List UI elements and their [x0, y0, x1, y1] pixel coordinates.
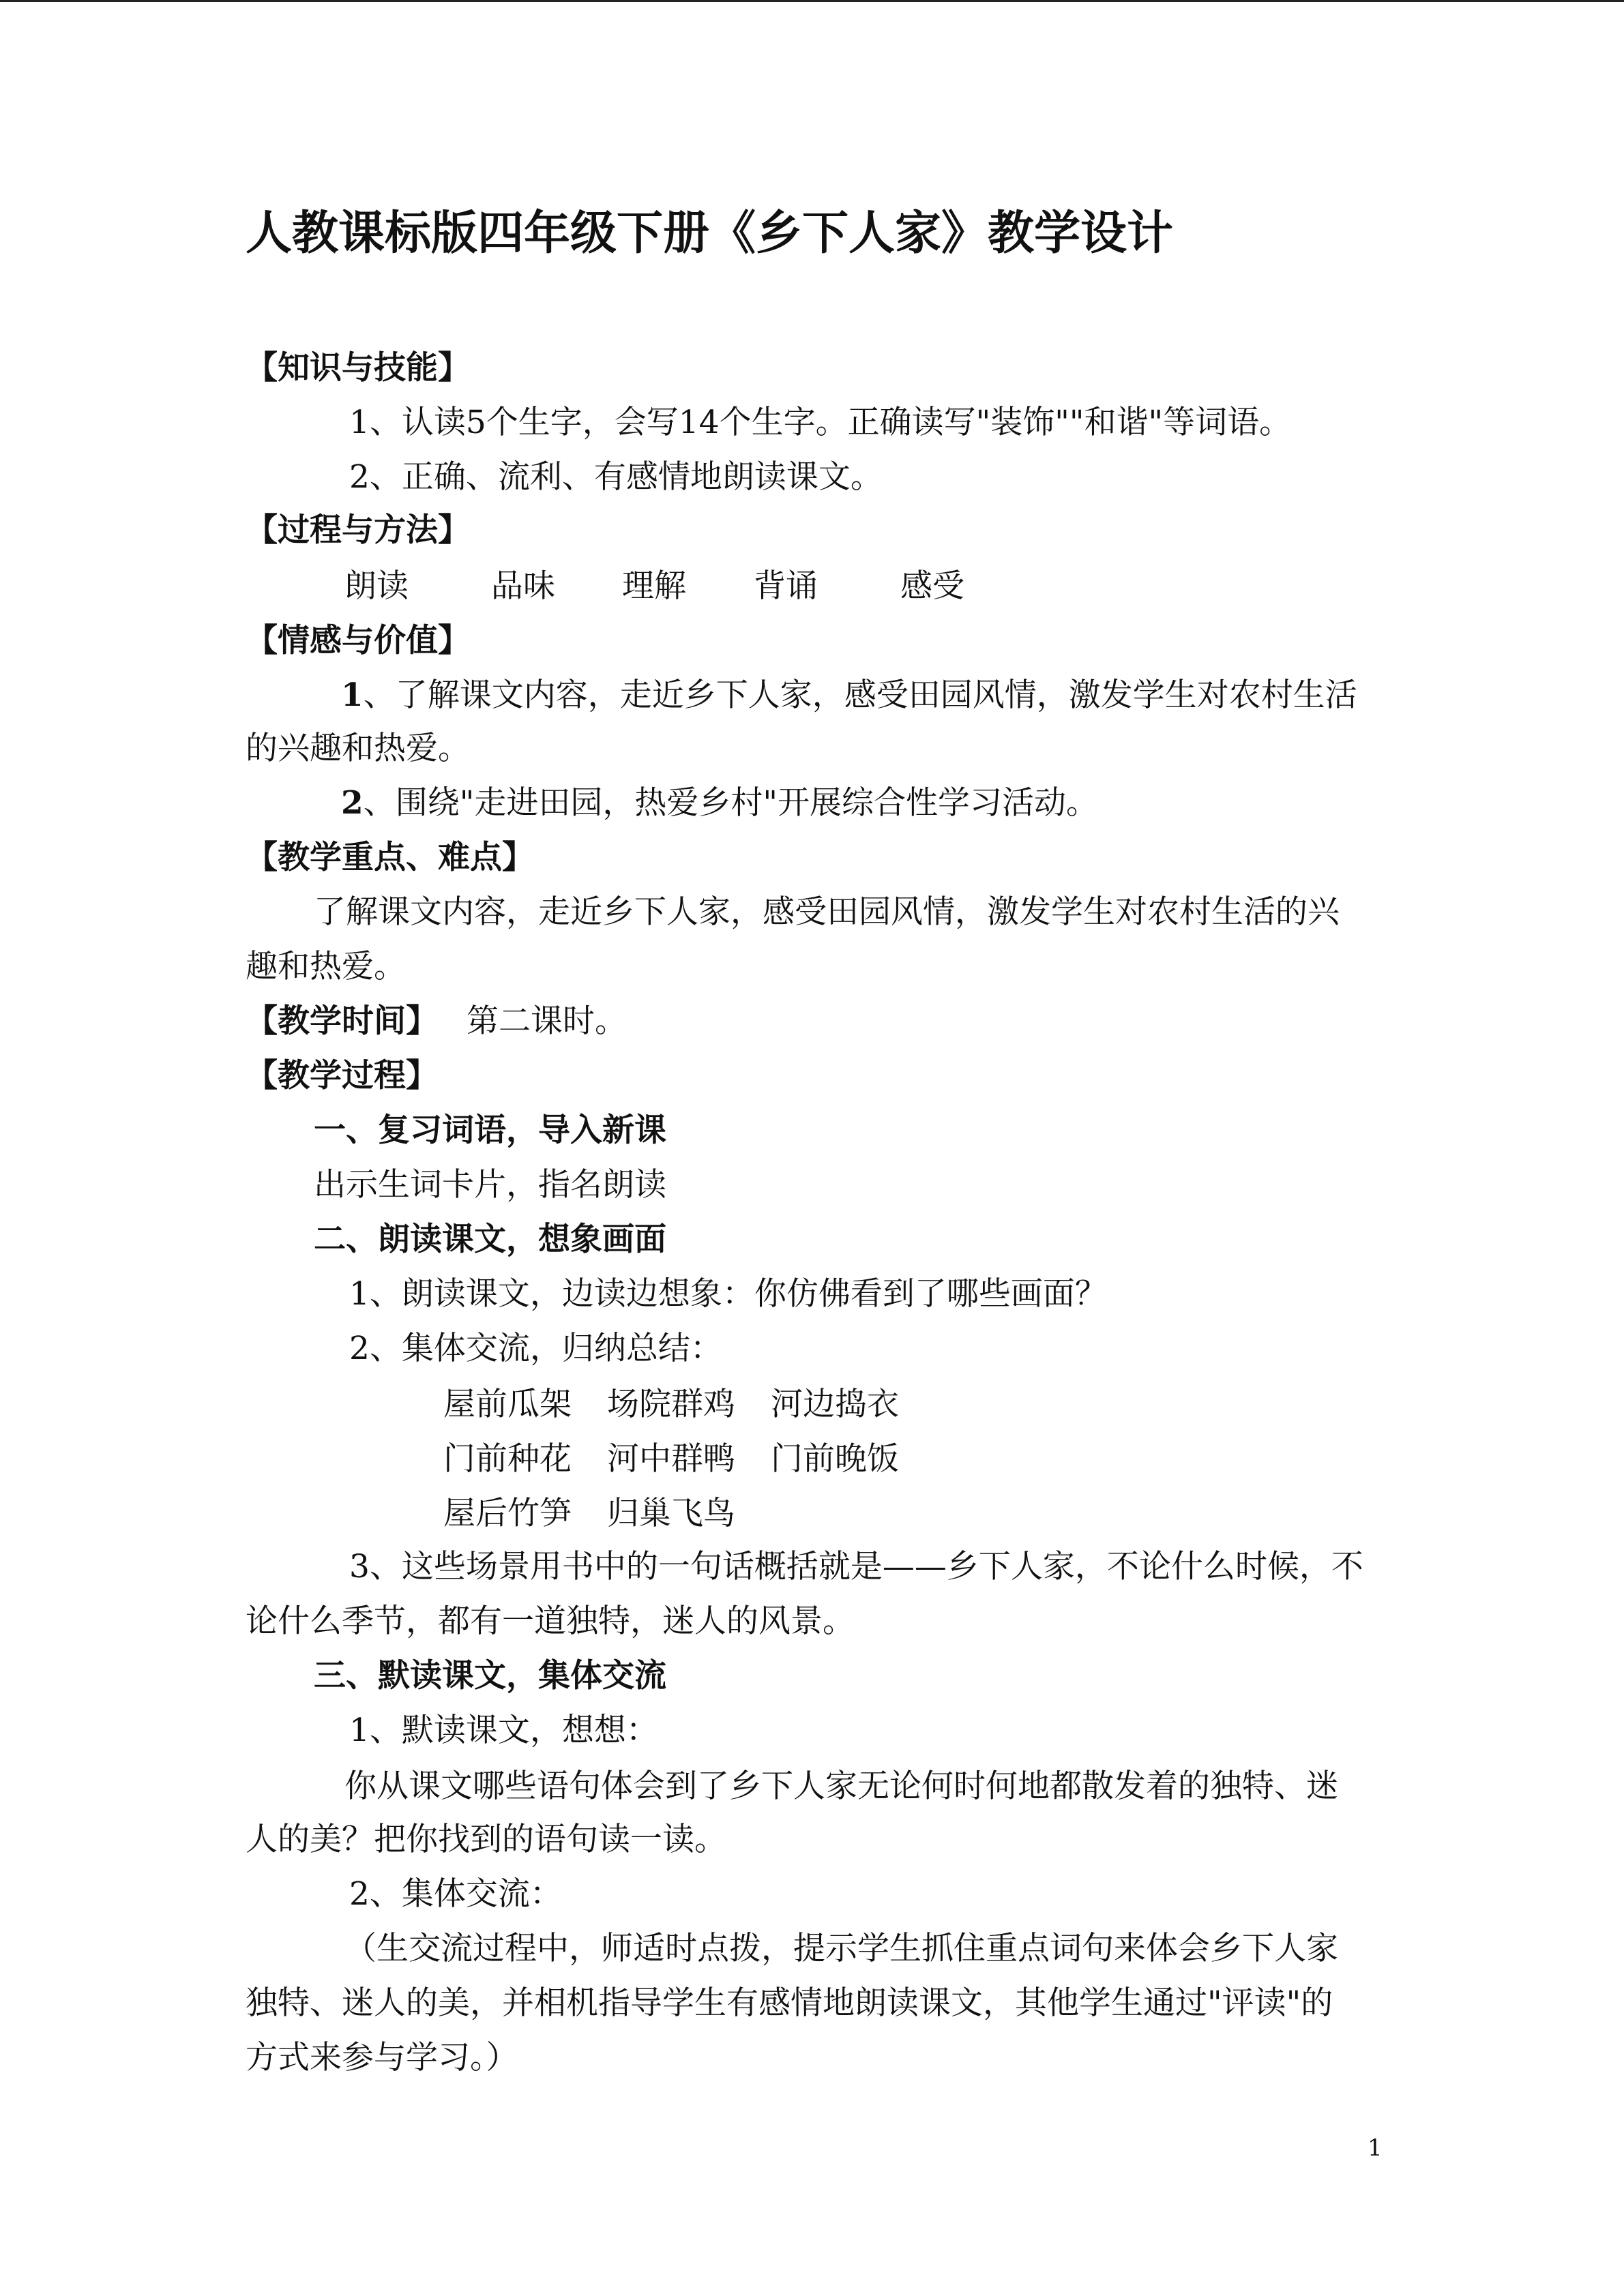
step-3-item-2: 2、集体交流： — [349, 1875, 562, 1913]
scene-4: 门前种花 — [443, 1440, 572, 1478]
step-3-text-line-1: 你从课文哪些语句体会到了乡下人家无论何时何地都散发着的独特、迷 — [344, 1768, 1338, 1805]
heading-focus: 【教学重点、难点】 — [246, 839, 534, 876]
scene-5: 河中群鸭 — [607, 1440, 735, 1478]
time-value: 第二课时。 — [467, 1002, 627, 1040]
method-2: 品味 — [491, 567, 555, 605]
heading-time: 【教学时间】 — [246, 1002, 438, 1040]
knowledge-item-2: 2、正确、流利、有感情地朗读课文。 — [349, 458, 883, 496]
emotion-item-2-number: 2 — [341, 784, 364, 822]
step-2-item-1: 1、朗读课文，边读边想象：你仿佛看到了哪些画面？ — [349, 1275, 1107, 1313]
scene-2: 场院群鸡 — [607, 1386, 735, 1423]
scene-1: 屋前瓜架 — [443, 1386, 572, 1423]
heading-knowledge: 【知识与技能】 — [246, 349, 470, 387]
scene-3: 河边捣衣 — [771, 1386, 899, 1423]
emotion-item-1-number: 1 — [341, 676, 364, 714]
method-5: 感受 — [900, 567, 964, 605]
focus-line-2: 趣和热爱。 — [246, 948, 406, 985]
page-title: 人教课标版四年级下册《乡下人家》教学设计 — [246, 206, 1174, 260]
step-2-item-2: 2、集体交流，归纳总结： — [349, 1330, 722, 1367]
scene-7: 屋后竹笋 — [443, 1495, 572, 1532]
emotion-item-2-text: 、围绕"走进田园，热爱乡村"开展综合性学习活动。 — [363, 784, 1098, 822]
emotion-item-1-line-2: 的兴趣和热爱。 — [246, 730, 470, 767]
method-3: 理解 — [622, 567, 686, 605]
method-1: 朗读 — [344, 567, 409, 605]
page-number: 1 — [1368, 2134, 1383, 2162]
step-3-text-line-2: 人的美？把你找到的语句读一读。 — [246, 1821, 726, 1858]
step-3-note-line-2: 独特、迷人的美，并相机指导学生有感情地朗读课文，其他学生通过"评读"的 — [246, 1984, 1333, 2022]
step-2-item-3-line-1: 3、这些场景用书中的一句话概括就是——乡下人家，不论什么时候，不 — [349, 1548, 1363, 1585]
step-3-note-line-1: （生交流过程中，师适时点拨，提示学生抓住重点词句来体会乡下人家 — [344, 1930, 1338, 1967]
step-3-note-line-3: 方式来参与学习。） — [246, 2039, 518, 2076]
step-3-item-1: 1、默读课文，想想： — [349, 1712, 658, 1749]
step-3-title: 三、默读课文，集体交流 — [314, 1657, 666, 1695]
heading-procedure: 【教学过程】 — [246, 1057, 438, 1094]
step-2-item-3-line-2: 论什么季节，都有一道独特，迷人的风景。 — [246, 1602, 855, 1640]
step-1-text: 出示生词卡片，指名朗读 — [314, 1166, 666, 1204]
focus-line-1: 了解课文内容，走近乡下人家，感受田园风情，激发学生对农村生活的兴 — [314, 893, 1340, 931]
emotion-item-1-line-1 — [341, 675, 1357, 716]
emotion-item-1-text: 、了解课文内容，走近乡下人家，感受田园风情，激发学生对农村生活 — [363, 676, 1357, 714]
knowledge-item-1: 1、认读5个生字，会写14个生字。正确读写"装饰""和谐"等词语。 — [349, 404, 1292, 441]
step-2-title: 二、朗读课文，想象画面 — [314, 1221, 666, 1258]
step-1-title: 一、复习词语，导入新课 — [314, 1112, 666, 1149]
scene-8: 归巢飞鸟 — [607, 1495, 735, 1532]
emotion-item-2 — [341, 783, 1098, 824]
method-4: 背诵 — [754, 567, 818, 605]
heading-process: 【过程与方法】 — [246, 511, 470, 549]
scene-6: 门前晚饭 — [771, 1440, 899, 1478]
heading-emotion: 【情感与价值】 — [246, 622, 470, 659]
time-row — [246, 1001, 627, 1042]
